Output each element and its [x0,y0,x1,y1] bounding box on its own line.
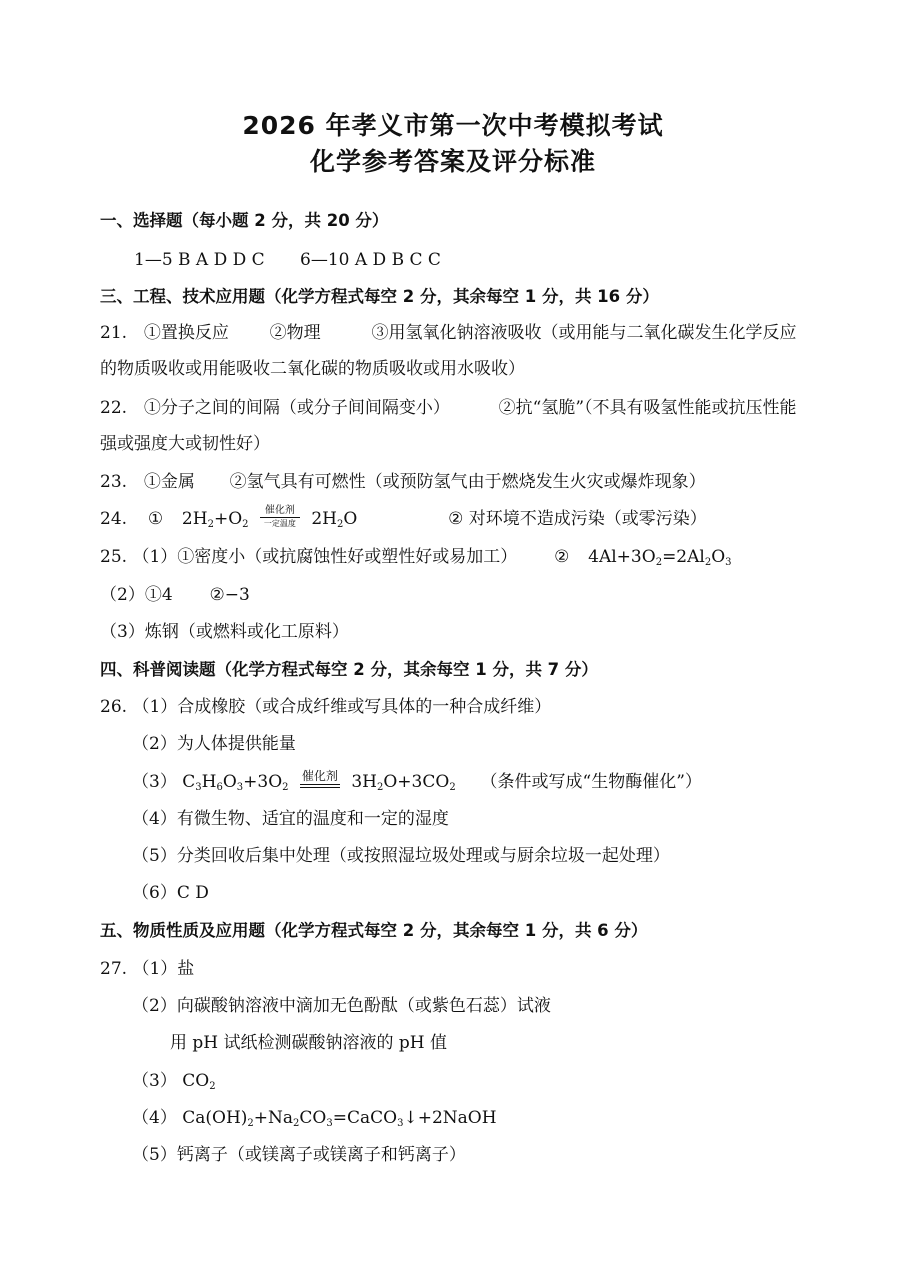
answer-23-1: ①金属 [143,472,195,492]
answer-27-4-label: （4） [132,1108,177,1128]
answer-21-2: ②物理 [269,323,321,343]
reaction-condition [260,505,300,528]
answer-24-2: ② 对环境不造成污染（或零污染） [448,509,707,529]
answer-23-2: ②氢气具有可燃性（或预防氢气由于燃烧发生火灾或爆炸现象） [229,472,706,492]
equation-bar [300,784,340,788]
question-24 [100,505,707,531]
answer-26-6: （6）C D [132,883,209,903]
document-subtitle: 化学参考答案及评分标准 [309,147,596,176]
answer-21-3: ③用氢氧化钠溶液吸收（或用能与二氧化碳发生化学反应 [371,323,797,343]
answer-22-continuation: 强或强度大或韧性好） [100,434,270,454]
answer-26-2: （2）为人体提供能量 [132,734,296,754]
question-number: 22. [100,398,128,418]
section-heading-choice: 一、选择题（每小题 2 分，共 20 分） [100,211,389,230]
question-23 [100,471,706,493]
document-title: 2026 年孝义市第一次中考模拟考试 [242,111,664,140]
question-27 [100,958,194,980]
condition-temperature: 一定温度 [263,519,296,528]
equation-bar [260,517,300,518]
question-number: 23. [100,472,128,492]
section-heading-properties: 五、物质性质及应用题（化学方程式每空 2 分，其余每空 1 分，共 6 分） [100,921,648,940]
answer-26-4: （4）有微生物、适宜的温度和一定的湿度 [132,809,449,829]
answer-25-1: （1）①密度小（或抗腐蚀性好或塑性好或易加工） [132,547,518,567]
answer-26-1: （1）合成橡胶（或合成纤维或写具体的一种合成纤维） [132,697,552,717]
answer-26-3-note: （条件或写成“生物酶催化”） [480,772,702,792]
section-heading-engineering: 三、工程、技术应用题（化学方程式每空 2 分，其余每空 1 分，共 16 分） [100,287,659,306]
answer-26-3-label: （3） [132,772,177,792]
equation-24-reactants: $2H_2+O_2$ [181,509,249,530]
answer-21-1: ①置换反应 [143,323,229,343]
question-number: 27. [100,959,128,979]
question-26 [100,696,551,718]
answer-27-3 [132,1070,216,1092]
question-22 [100,397,797,419]
answer-27-2b: 用 pH 试纸检测碳酸钠溶液的 pH 值 [170,1033,448,1053]
condition-catalyst: 催化剂 [264,505,295,516]
condition-catalyst: 催化剂 [301,769,338,783]
question-21 [100,322,796,344]
question-number: 24. [100,509,128,529]
question-number: 21. [100,323,128,343]
answer-26-5: （5）分类回收后集中处理（或按照湿垃圾处理或与厨余垃圾一起处理） [132,846,670,866]
equation-24-products: $2H_2O$ [311,509,358,530]
equation-26-products: $3H_2O+3CO_2$ [351,772,456,793]
question-25 [100,546,732,568]
equation-25: $4Al+3O_2=2Al_2O_3$ [588,547,732,568]
formula-co2: $CO_2$ [182,1071,216,1092]
section-heading-reading: 四、科普阅读题（化学方程式每空 2 分，其余每空 1 分，共 7 分） [100,660,598,679]
equation-27: $Ca(OH)_2+Na_2CO_3=CaCO_3↓+2NaOH$ [182,1108,497,1129]
answer-25-3: （3）炼钢（或燃料或化工原料） [100,622,349,642]
answer-27-5: （5）钙离子（或镁离子或镁离子和钙离子） [132,1145,466,1165]
choice-answers-1-5: 1—5 B A D D C [134,250,265,270]
answer-21-continuation: 的物质吸收或用能吸收二氧化碳的物质吸收或用水吸收） [100,359,525,379]
answer-25-1b-label: ② [554,547,570,567]
answer-26-3 [132,771,702,793]
question-number: 25. [100,547,128,567]
answer-25-2: （2）①4 [100,585,173,605]
answer-22-2: ②抗“氢脆”（不具有吸氢性能或抗压性能 [498,398,797,418]
answer-25-2-row [100,584,250,606]
answer-27-4 [132,1107,497,1129]
question-number: 26. [100,697,128,717]
answer-22-1: ①分子之间的间隔（或分子间间隔变小） [143,398,450,418]
answer-27-2: （2）向碳酸钠溶液中滴加无色酚酞（或紫色石蕊）试液 [132,996,551,1016]
reaction-condition [300,771,340,788]
answer-27-3-label: （3） [132,1071,177,1091]
answer-24-1-label: ① [147,509,164,529]
equation-26-reactants: $C_3H_6O_3+3O_2$ [182,772,289,793]
answer-25-2b: ②−3 [209,585,250,605]
answer-27-1: （1）盐 [132,959,195,979]
choice-answers-6-10: 6—10 A D B C C [300,250,441,270]
